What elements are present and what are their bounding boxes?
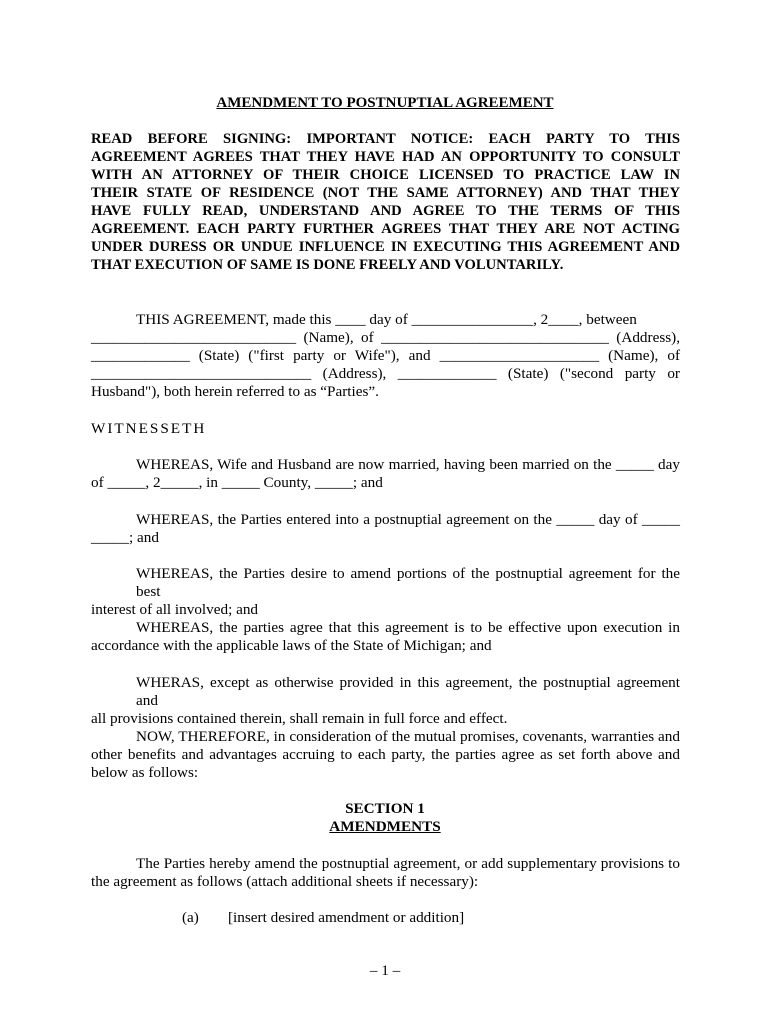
parties-line: Husband"), both herein referred to as “Parties”. [91, 383, 379, 400]
notice-line: HAVE FULLY READ, UNDERSTAND AND AGREE TO THE TERMS OF THIS [91, 203, 680, 219]
recital-line: WHEREAS, Wife and Husband are now married, having been married on the _____ day [136, 456, 680, 473]
section-intro [91, 855, 680, 891]
notice-line: THAT EXECUTION OF SAME IS DONE FREELY AND VOLUNTARILY. [91, 257, 564, 273]
page-number: – 1 – [369, 962, 401, 979]
notice-line: AGREEMENT AGREES THAT THEY HAVE HAD AN OPPORTUNITY TO CONSULT [91, 149, 680, 165]
recital-line: interest of all involved; and [91, 601, 259, 618]
recital-paragraph [91, 511, 680, 547]
section-intro-line: The Parties hereby amend the postnuptial agreement, or add supplementary provisions to [136, 855, 680, 872]
recital-line: WHEREAS, the Parties entered into a postnuptial agreement on the _____ day of _____ [136, 511, 680, 528]
recital-paragraph [91, 619, 680, 655]
important-notice [91, 130, 680, 274]
amendment-item [182, 909, 464, 927]
recital-paragraph [91, 674, 680, 728]
witnesseth-heading: WITNESSETH [91, 420, 207, 437]
parties-line: ___________________________ (Name), of ______________________________ (Address), [91, 329, 680, 346]
parties-line: THIS AGREEMENT, made this ____ day of ________________, 2____, between [136, 311, 637, 328]
recital-paragraph [91, 456, 680, 492]
recital-line: _____; and [91, 529, 159, 546]
notice-line: THEIR STATE OF RESIDENCE (NOT THE SAME ATTORNEY) AND THAT THEY [91, 185, 680, 201]
notice-line: AGREEMENT. EACH PARTY FURTHER AGREES THAT THEY ARE NOT ACTING [91, 221, 680, 237]
notice-line: WITH AN ATTORNEY OF THEIR CHOICE LICENSED TO PRACTICE LAW IN [91, 167, 680, 183]
recital-line: WHEREAS, the Parties desire to amend portions of the postnuptial agreement for the best [136, 565, 680, 600]
recital-paragraph [91, 565, 680, 619]
recital-line: NOW, THEREFORE, in consideration of the mutual promises, covenants, warranties and [136, 728, 680, 745]
item-label: (a) [182, 909, 199, 926]
recital-line: of _____, 2_____, in _____ County, _____; and [91, 474, 383, 491]
recital-line: all provisions contained therein, shall remain in full force and effect. [91, 710, 508, 727]
recital-line: WHEREAS, the parties agree that this agreement is to be effective upon execution in [136, 619, 680, 636]
recital-line: other benefits and advantages accruing to each party, the parties agree as set forth above and [91, 746, 680, 763]
recital-line: WHERAS, except as otherwise provided in this agreement, the postnuptial agreement and [136, 674, 680, 709]
item-text: [insert desired amendment or addition] [228, 909, 465, 926]
section-name: AMENDMENTS [329, 818, 441, 835]
notice-line: READ BEFORE SIGNING: IMPORTANT NOTICE: EACH PARTY TO THIS [91, 131, 680, 147]
parties-line: _____________ (State) ("first party or Wife"), and _____________________ (Name), of [91, 347, 680, 364]
section-intro-line: the agreement as follows (attach additional sheets if necessary): [91, 873, 479, 890]
parties-paragraph [91, 311, 680, 401]
notice-line: UNDER DURESS OR UNDUE INFLUENCE IN EXECUTING THIS AGREEMENT AND [91, 239, 680, 255]
recital-line: accordance with the applicable laws of the State of Michigan; and [91, 637, 492, 654]
parties-line: _____________________________ (Address), _____________ (State) ("second party or [91, 365, 680, 382]
section-number: SECTION 1 [345, 800, 425, 817]
recital-line: below as follows: [91, 764, 199, 781]
document-title: AMENDMENT TO POSTNUPTIAL AGREEMENT [216, 95, 554, 111]
now-therefore-paragraph [91, 728, 680, 782]
